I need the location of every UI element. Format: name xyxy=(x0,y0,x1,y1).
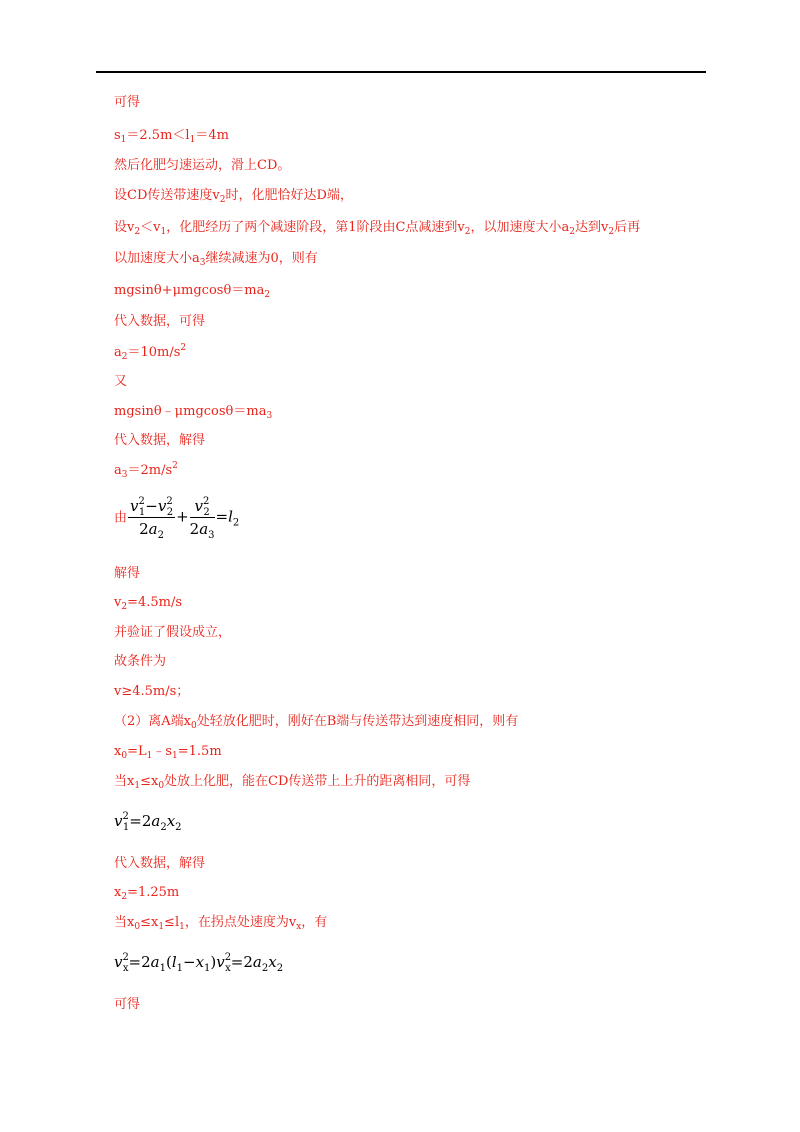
text-line-1: 可得 xyxy=(114,95,141,110)
text-line-19: v≥4.5m/s； xyxy=(114,684,190,699)
text-line-22: 当$x_1\le x_0$处放上化肥，能在CD传送带上上升的距离相同，可得 xyxy=(114,774,471,791)
text-line-16: $v_2=4.5m/s$ xyxy=(114,595,183,612)
header-rule xyxy=(96,71,706,73)
text-line-13: $a_3=2m/s^2$ xyxy=(114,461,178,480)
text-line-15: 解得 xyxy=(114,566,141,581)
text-line-12: 代入数据，解得 xyxy=(114,433,206,448)
formula-vx-squared: $v^2_x=2a_1(l_1-x_1)v^2_x=2a_2x_2$ xyxy=(114,952,284,974)
text-line-3: 然后化肥匀速运动，滑上CD。 xyxy=(114,158,291,173)
formula-velocity-sum: 由 $\frac{v^2_1-v^2_2}{2a_2}$ + $\frac{v^2_2}{2a_3}$ $=l_2$ xyxy=(114,496,240,541)
text-line-7: $mgsin\theta+\mu mgcos\theta=ma_2$ xyxy=(114,283,271,300)
text-line-4: 设CD传送带速度$v_2$时，化肥恰好达D端， xyxy=(114,188,353,205)
text-line-8: 代入数据，可得 xyxy=(114,314,206,329)
formula-prefix: 由 xyxy=(114,510,128,526)
text-line-18: 故条件为 xyxy=(114,654,167,669)
fraction-1: $\frac{v^2_1-v^2_2}{2a_2}$ xyxy=(130,496,174,541)
text-line-25: $x_2=1.25m$ xyxy=(114,885,180,902)
text-line-11: $mgsin\theta﹣\mu mgcos\theta=ma_3$ xyxy=(114,404,273,421)
text-line-17: 并验证了假设成立， xyxy=(114,625,232,640)
text-line-6: 以加速度大小$a_3$继续减速为0，则有 xyxy=(114,251,318,268)
text-line-26: 当$x_0\le x_1\le l_1$，在拐点处速度为$v_x$，有 xyxy=(114,915,328,932)
formula-v1-squared: $v^2_1=2a_2x_2$ xyxy=(114,811,182,833)
text-line-9: $a_2=10m/s^2$ xyxy=(114,343,187,362)
text-line-5: 设$v_2<v_1$，化肥经历了两个减速阶段，第1阶段由C点减速到$v_2$，以加速度大小$a_2$达到$v_2$后再 xyxy=(114,220,641,237)
text-line-10: 又 xyxy=(114,374,128,389)
text-line-20: （2）离A端$x_0$处轻放化肥时，刚好在B端与传送带达到速度相同，则有 xyxy=(114,714,519,731)
text-line-28: 可得 xyxy=(114,997,141,1012)
fraction-2: $\frac{v^2_2}{2a_3}$ xyxy=(189,496,215,541)
text-line-2: $s_1=2.5m<l_1=4m$ xyxy=(114,128,229,145)
text-line-24: 代入数据，解得 xyxy=(114,856,206,871)
text-line-21: $x_0=L_1﹣s_1=1.5m$ xyxy=(114,744,222,761)
